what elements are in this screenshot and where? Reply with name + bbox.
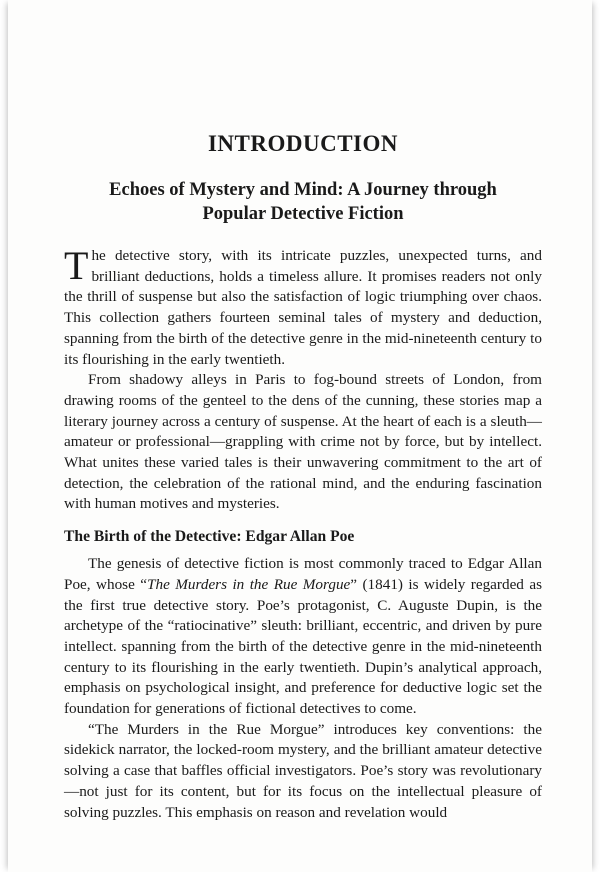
intro-paragraph-1 (64, 243, 542, 370)
section-paragraph-1 (64, 554, 542, 720)
section-paragraph-2: “The Murders in the Rue Morgue” introduces key conventions: the sidekick narrator, the locked-room mystery, and the brilliant amateur detective solving a case that baffles official investigators. Poe’s story was revolutionary—not just for its content, but for its focus on the intellectual pleasure of solving puzzles. This emphasis on reason and revelation would (64, 720, 542, 821)
section-heading: The Birth of the Detective: Edgar Allan Poe (64, 528, 355, 546)
intro-paragraph-1-text: he detective story, with its intricate puzzles, unexpected turns, and brilliant deductions, holds a timeless allure. It promises readers not only the thrill of suspense but also the satisfaction of logic triumphing over chaos. This collection gathers fourteen seminal tales of mystery and deduction, spanning from the birth of the detective genre in the mid-nineteenth century to its flourishing in the early twentieth. (64, 247, 542, 368)
section-paragraph-1-start: The genesis of detective fiction is most commonly traced to Edgar Allan Poe, whose “ (64, 555, 542, 593)
intro-section (64, 243, 542, 515)
section-paragraph-1-end: ” (1841) is widely regarded as the first true detective story. Poe’s protagonist, C. Auguste Dupin, is the archetype of the “ratiocinative” sleuth: brilliant, eccentric, and driven by pure intellect. spanning from the birth of the detective genre in the mid-nineteenth century to its flourishing in the early twentieth. Dupin’s analytical approach, emphasis on psychological insight, and preference for deductive logic set the foundation for generations of fictional detectives to come. (64, 575, 542, 718)
story-title-italic: The Murders in the Rue Morgue (147, 575, 351, 593)
page-content (64, 128, 542, 823)
drop-cap: T (64, 243, 89, 288)
subtitle-line-1: Echoes of Mystery and Mind: A Journey through (109, 180, 497, 200)
book-page (8, 0, 592, 872)
chapter-subtitle (64, 178, 542, 226)
subtitle-line-2: Popular Detective Fiction (202, 204, 404, 224)
intro-paragraph-2: From shadowy alleys in Paris to fog-bound streets of London, from drawing rooms of the genteel to the dens of the cunning, these stories map a literary journey across a century of suspense. At the heart of each is a sleuth—amateur or professional—grappling with crime not by force, but by intellect. What unites these varied tales is their unwavering commitment to the art of detection, the celebration of the rational mind, and the enduring fascination with human motives and mysteries. (64, 371, 542, 513)
chapter-title: INTRODUCTION (207, 131, 399, 156)
